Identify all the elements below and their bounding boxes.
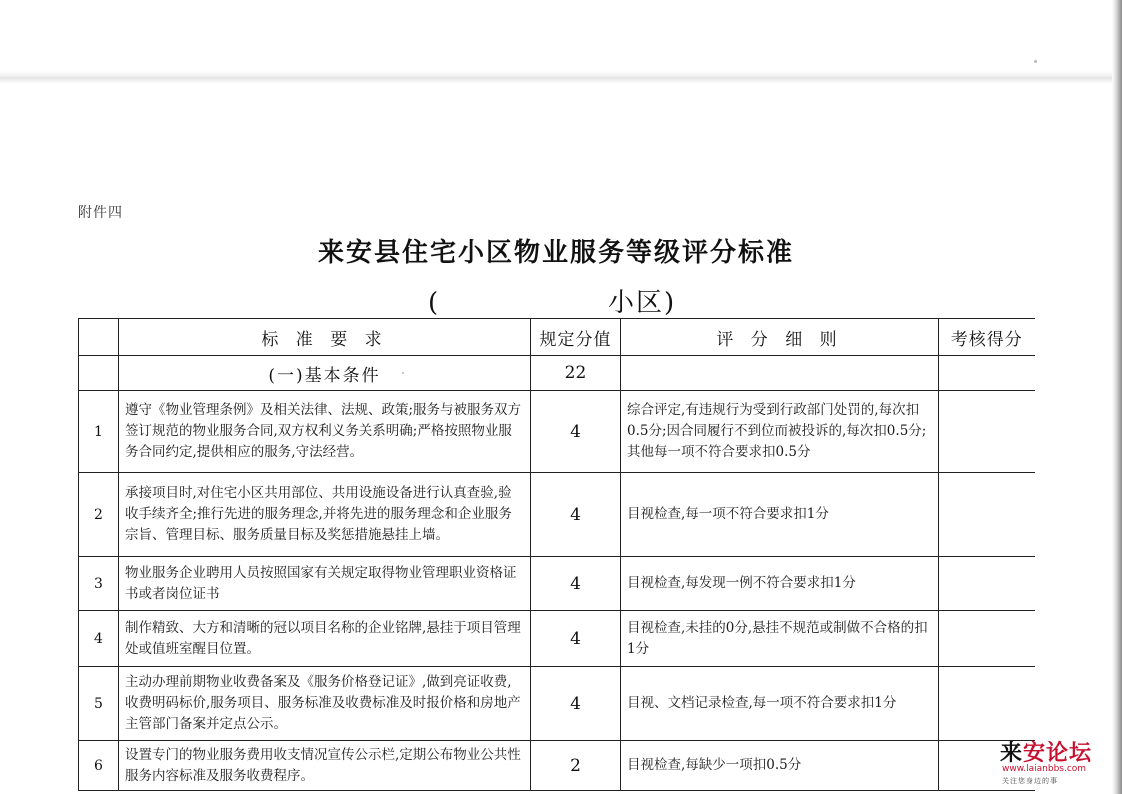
table-row <box>79 611 1035 667</box>
row-no: 2 <box>79 473 119 557</box>
row-result[interactable] <box>939 391 1035 473</box>
table-row <box>79 667 1035 741</box>
community-name-open: ( <box>428 288 441 318</box>
header-score: 规定分值 <box>531 319 621 356</box>
row-requirement: 物业服务企业聘用人员按照国家有关规定取得物业管理职业资格证书或者岗位证书 <box>119 557 531 611</box>
row-requirement: 设置专门的物业服务费用收支情况宣传公示栏,定期公布物业公共性服务内容标准及服务收费程序。 <box>119 741 531 791</box>
scan-speck <box>1034 60 1037 63</box>
watermark-brand: 安论坛 <box>1023 741 1093 766</box>
section-no <box>79 356 119 391</box>
watermark-slogan: 关注您身边的事 <box>1002 777 1058 785</box>
table-row <box>79 741 1035 791</box>
row-no: 6 <box>79 741 119 791</box>
row-no: 1 <box>79 391 119 473</box>
community-name-line <box>428 282 676 319</box>
row-result[interactable] <box>939 557 1035 611</box>
row-rule: 目视、文档记录检查,每一项不符合要求扣1分 <box>621 667 939 741</box>
row-rule: 目视检查,每发现一例不符合要求扣1分 <box>621 557 939 611</box>
header-result: 考核得分 <box>939 319 1035 356</box>
row-requirement: 制作精致、大方和清晰的冠以项目名称的企业铭牌,悬挂于项目管理处或值班室醒目位置。 <box>119 611 531 667</box>
row-no: 3 <box>79 557 119 611</box>
row-score: 4 <box>531 611 621 667</box>
section-score: 22 <box>531 356 621 391</box>
section-rule <box>621 356 939 391</box>
header-rule: 评 分 细 则 <box>621 319 939 356</box>
header-requirement: 标 准 要 求 <box>119 319 531 356</box>
row-rule: 目视检查,未挂的0分,悬挂不规范或制做不合格的扣1分 <box>621 611 939 667</box>
attachment-label: 附件四 <box>78 205 123 221</box>
row-requirement: 遵守《物业管理条例》及相关法律、法规、政策;服务与被服务双方签订规范的物业服务合同,双方权利义务关系明确;严格按照物业服务合同约定,提供相应的服务,守法经营。 <box>119 391 531 473</box>
table-row <box>79 473 1035 557</box>
row-rule: 目视检查,每一项不符合要求扣1分 <box>621 473 939 557</box>
row-requirement: 主动办理前期物业收费备案及《服务价格登记证》,做到亮证收费,收费明码标价,服务项目、服务标准及收费标准及时报价格和房地产主管部门备案并定点公示。 <box>119 667 531 741</box>
watermark-url: www.laianbbs.com <box>1002 764 1087 774</box>
site-watermark <box>1000 736 1112 788</box>
scan-edge-right <box>1112 0 1122 794</box>
row-rule: 目视检查,每缺少一项扣0.5分 <box>621 741 939 791</box>
row-rule: 综合评定,有违规行为受到行政部门处罚的,每次扣0.5分;因合同履行不到位而被投诉的,每次扣0.5分;其他每一项不符合要求扣0.5分 <box>621 391 939 473</box>
row-score: 2 <box>531 741 621 791</box>
row-no: 5 <box>79 667 119 741</box>
section-title: (一)基本条件 <box>119 356 531 391</box>
grading-table <box>78 318 1035 791</box>
watermark-lai: 来 <box>1000 741 1024 766</box>
row-score: 4 <box>531 473 621 557</box>
header-no <box>79 319 119 356</box>
table-header-row <box>79 319 1035 356</box>
section-result <box>939 356 1035 391</box>
row-score: 4 <box>531 557 621 611</box>
row-result[interactable] <box>939 611 1035 667</box>
row-requirement: 承接项目时,对住宅小区共用部位、共用设施设备进行认真查验,验收手续齐全;推行先进的服务理念,并将先进的服务理念和企业服务宗旨、管理目标、服务质量目标及奖惩措施悬挂上墙。 <box>119 473 531 557</box>
row-result[interactable] <box>939 667 1035 741</box>
table-row <box>79 557 1035 611</box>
section-row <box>79 356 1035 391</box>
community-name-close: 小区) <box>608 288 677 318</box>
watermark-logo <box>1000 736 1092 767</box>
row-score: 4 <box>531 391 621 473</box>
document-title: 来安县住宅小区物业服务等级评分标准 <box>317 238 794 268</box>
table-row <box>79 391 1035 473</box>
scan-edge-top <box>0 70 1122 84</box>
row-result[interactable] <box>939 473 1035 557</box>
row-no: 4 <box>79 611 119 667</box>
row-score: 4 <box>531 667 621 741</box>
